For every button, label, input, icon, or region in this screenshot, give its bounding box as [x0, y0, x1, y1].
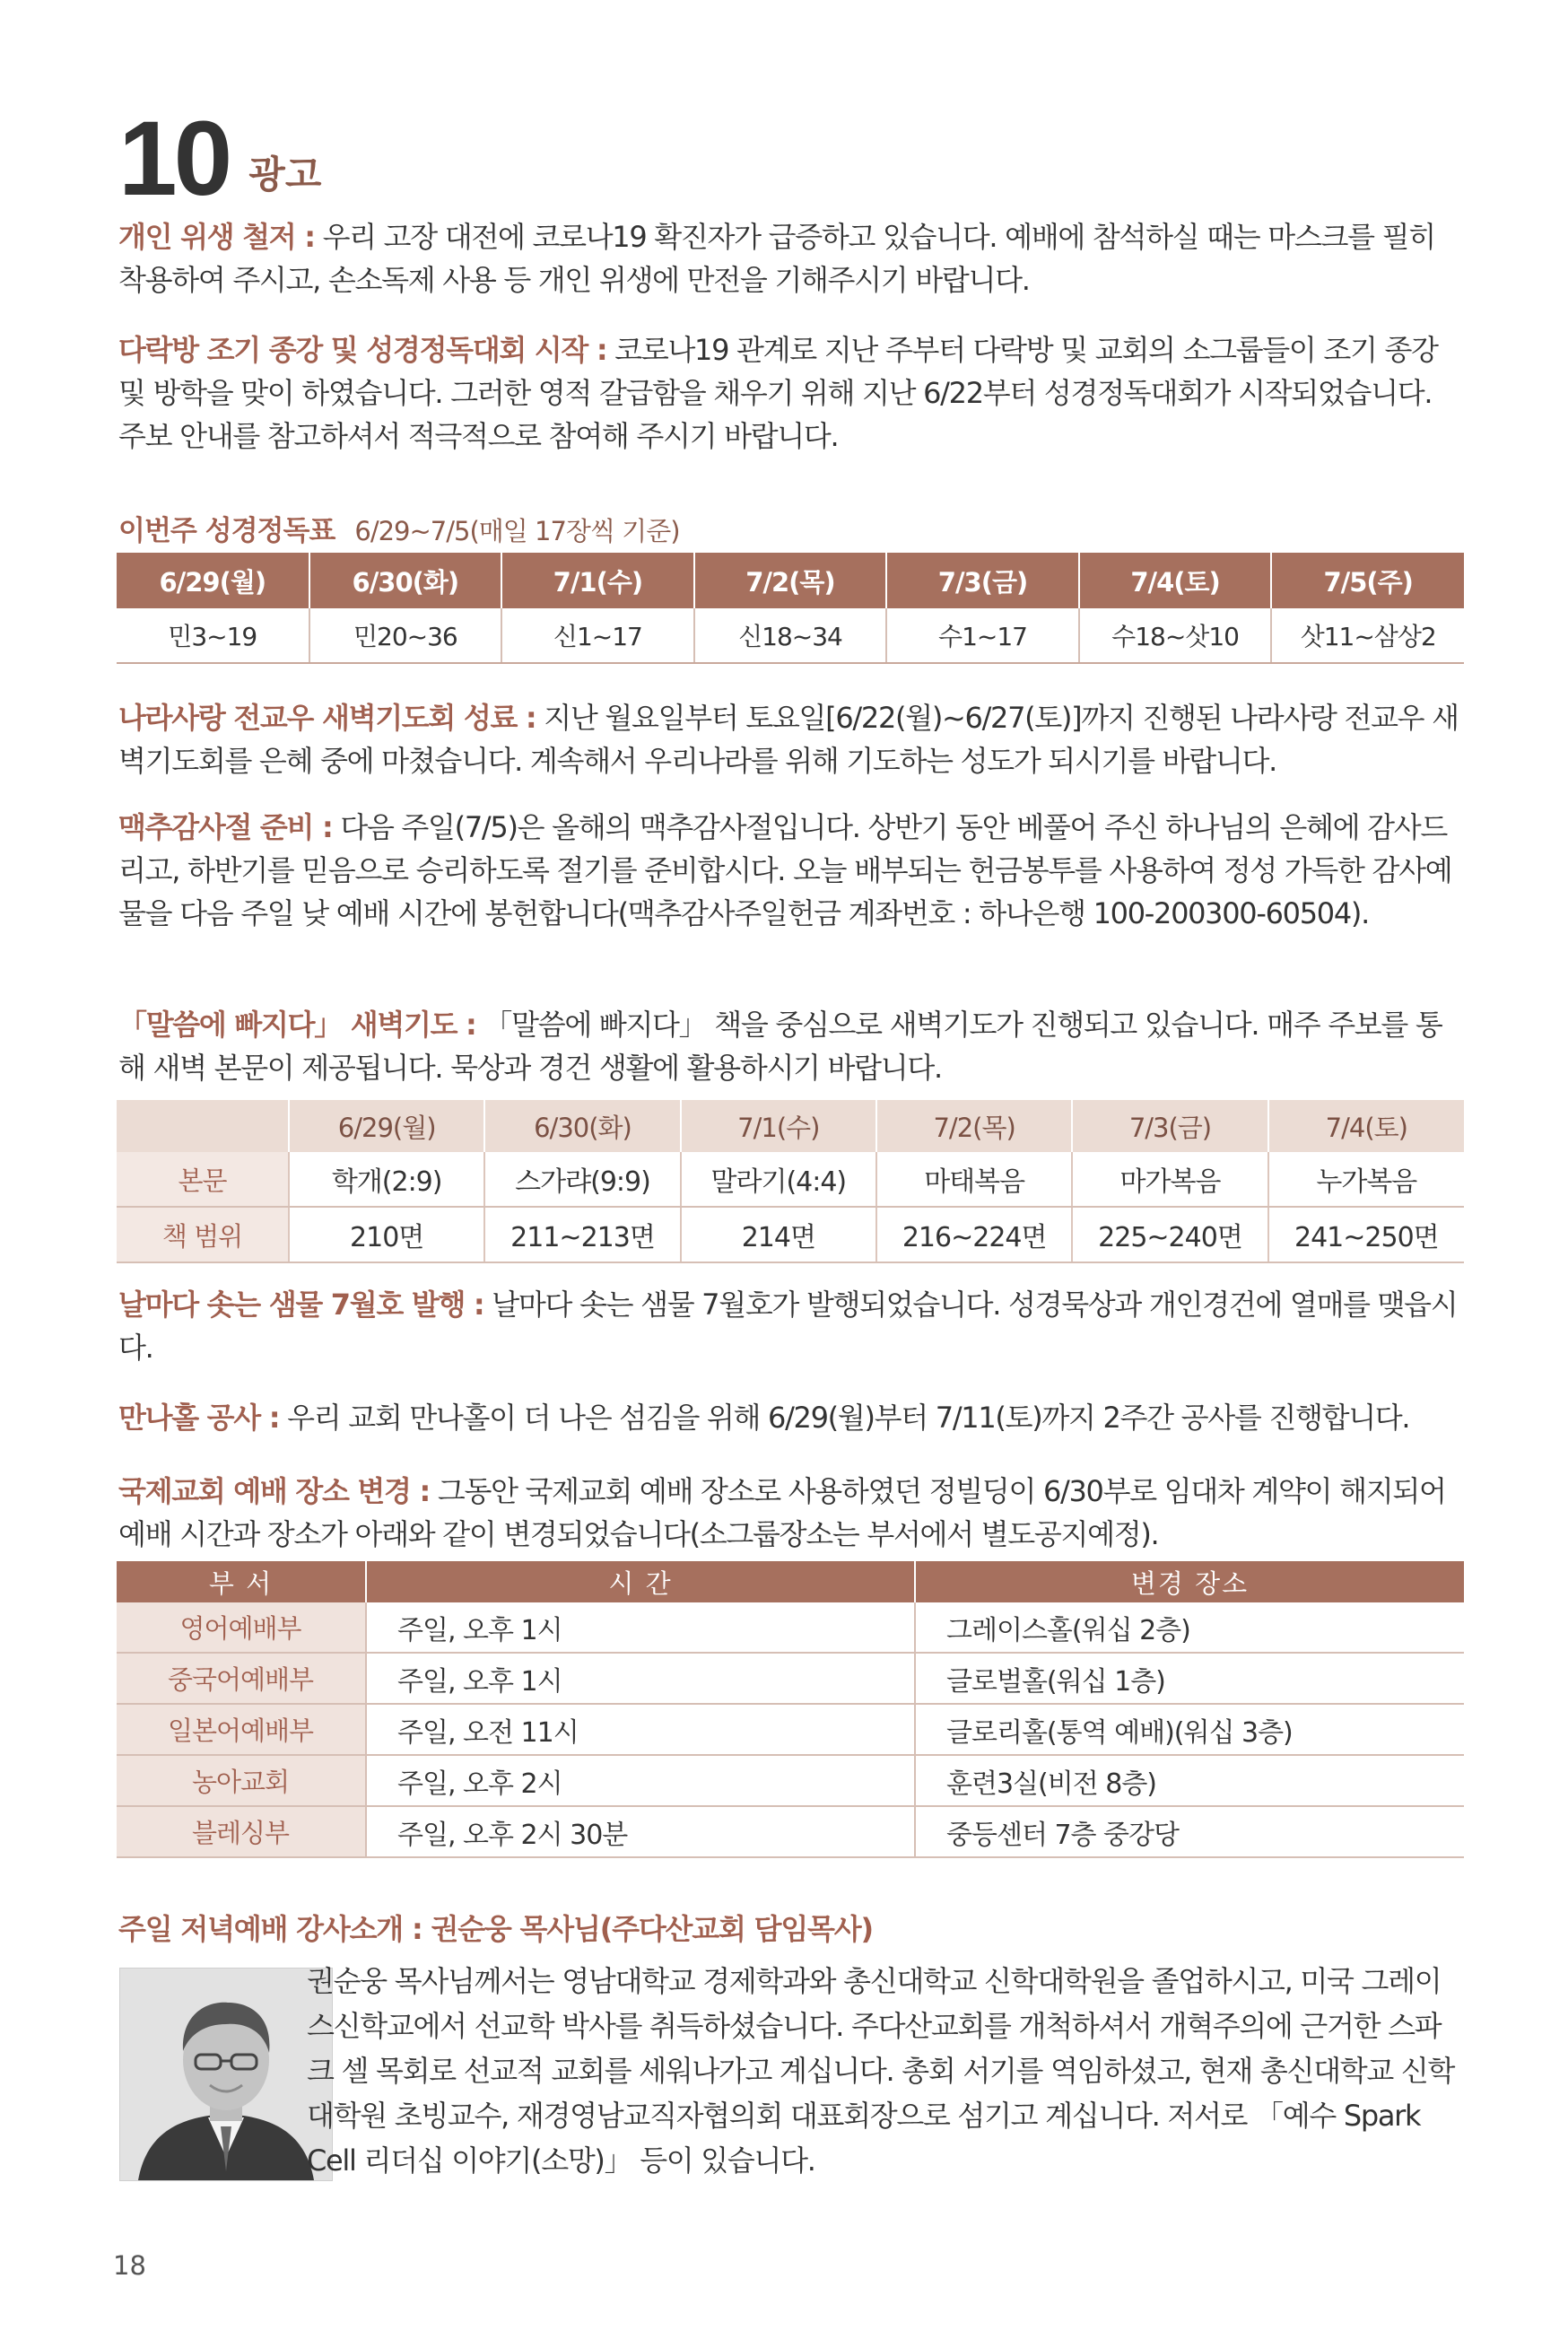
- header-department: 부 서: [117, 1561, 366, 1602]
- notice-body: 지난 월요일부터 토요일[6/22(월)~6/27(토)]까지 진행된 나라사랑 전교우 새벽기도회를 은혜 중에 마쳤습니다. 계속해서 우리나라를 위해 기도하는 성도가 되시기를 바랍니다.: [118, 701, 1459, 778]
- portrait-illustration: [120, 1969, 332, 2180]
- row-label: 책 범위: [117, 1207, 289, 1262]
- day-header: 6/30(화): [484, 1100, 680, 1152]
- speaker-heading: 주일 저녁예배 강사소개 : 권순웅 목사님(주다산교회 담임목사): [118, 1912, 873, 1946]
- page-range-cell: 214면: [681, 1207, 876, 1262]
- notice-lead: 만나홀 공사 :: [118, 1401, 280, 1435]
- table-header-row: [117, 1100, 1464, 1152]
- day-header: 7/5(주): [1271, 553, 1464, 608]
- reading-schedule-table: [117, 553, 1464, 664]
- speaker-photo: [119, 1968, 333, 2181]
- notice-thanksgiving: [118, 806, 1464, 935]
- notice-intl: [118, 1470, 1464, 1556]
- page-number: 18: [113, 2250, 146, 2281]
- notice-hygiene: [118, 215, 1464, 301]
- page-range-cell: 225~240면: [1072, 1207, 1267, 1262]
- place-cell: 그레이스홀(워십 2층): [915, 1602, 1464, 1653]
- department-cell: 일본어예배부: [117, 1704, 366, 1755]
- reading-cell: 삿11~삼상2: [1271, 608, 1464, 663]
- speaker-bio: 권순웅 목사님께서는 영남대학교 경제학과와 총신대학교 신학대학원을 졸업하시고, 미국 그레이스신학교에서 선교학 박사를 취득하셨습니다. 주다산교회를 개척하셔서 개혁주의에 근거한 스파크 셀 목회로 선교적 교회를 세워나가고 계십니다. 총회 서기를 역임하셨고, 현재 총신대학교 신학대학원 초빙교수, 재경영남교직자협의회 대표회장으로 섬기고 계십니다. 저서로 「예수 Spark Cell 리더십 이야기(소망)」 등이 있습니다.: [307, 1964, 1455, 2178]
- notice-prayer: [118, 696, 1464, 782]
- department-cell: 농아교회: [117, 1755, 366, 1806]
- notice-body: 「말씀에 빠지다」 책을 중심으로 새벽기도가 진행되고 있습니다. 매주 주보를 통해 새벽 본문이 제공됩니다. 묵상과 경건 생활에 활용하시기 바랍니다.: [118, 1008, 1442, 1085]
- reading-cell: 민20~36: [309, 608, 502, 663]
- row-label: 본문: [117, 1152, 289, 1207]
- page-range-cell: 211~213면: [484, 1207, 680, 1262]
- day-header: 6/30(화): [309, 553, 502, 608]
- table-row: [117, 1653, 1464, 1704]
- day-header: 7/1(수): [501, 553, 694, 608]
- day-header: 6/29(월): [289, 1100, 484, 1152]
- dawn-prayer-table: [117, 1100, 1464, 1263]
- place-cell: 글로리홀(통역 예배)(워십 3층): [915, 1704, 1464, 1755]
- day-header: 7/3(금): [886, 553, 1079, 608]
- section-title: 광고: [248, 153, 322, 196]
- day-header: 7/4(토): [1079, 553, 1272, 608]
- time-cell: 주일, 오전 11시: [366, 1704, 915, 1755]
- table-header-row: [117, 1561, 1464, 1602]
- notice-lead: 나라사랑 전교우 새벽기도회 성료 :: [118, 701, 536, 735]
- day-header: 7/2(목): [694, 553, 887, 608]
- header-time: 시 간: [366, 1561, 915, 1602]
- time-cell: 주일, 오후 1시: [366, 1602, 915, 1653]
- notice-body: 다음 주일(7/5)은 올해의 맥추감사절입니다. 상반기 동안 베풀어 주신 하나님의 은혜에 감사드리고, 하반기를 믿음으로 승리하도록 절기를 준비합시다. 오늘 배부되는 헌금봉투를 사용하여 정성 가득한 감사예물을 다음 주일 낮 예배 시간에 봉헌합니다(맥추감사주일헌금 계좌번호 : 하나은행 100-200300-60504).: [118, 810, 1452, 930]
- department-cell: 블레싱부: [117, 1806, 366, 1857]
- table-row: [117, 608, 1464, 663]
- time-cell: 주일, 오후 1시: [366, 1653, 915, 1704]
- page-range-cell: 210면: [289, 1207, 484, 1262]
- reading-table-heading: 이번주 성경정독표: [118, 515, 335, 547]
- text-cell: 마가복음: [1072, 1152, 1267, 1207]
- notice-body: 날마다 솟는 샘물 7월호가 발행되었습니다. 성경묵상과 개인경건에 열매를 맺읍시다.: [118, 1288, 1458, 1365]
- reading-cell: 신18~34: [694, 608, 887, 663]
- section-header: [118, 100, 322, 218]
- reading-cell: 민3~19: [117, 608, 309, 663]
- reading-table-title: [118, 508, 680, 548]
- table-row: [117, 1755, 1464, 1806]
- notice-dawn: [118, 1003, 1464, 1089]
- text-cell: 마태복음: [876, 1152, 1072, 1207]
- reading-cell: 수18~삿10: [1079, 608, 1272, 663]
- page-range-cell: 216~224면: [876, 1207, 1072, 1262]
- notice-spring: [118, 1283, 1464, 1369]
- table-row: [117, 1152, 1464, 1207]
- table-header-row: [117, 553, 1464, 608]
- day-header: 7/4(토): [1268, 1100, 1464, 1152]
- table-row: [117, 1806, 1464, 1857]
- notice-body: 코로나19 관계로 지난 주부터 다락방 및 교회의 소그룹들이 조기 종강 및 방학을 맞이 하였습니다. 그러한 영적 갈급함을 채우기 위해 지난 6/22부터 성경정독대회가 시작되었습니다. 주보 안내를 참고하셔서 적극적으로 참여해 주시기 바랍니다.: [118, 333, 1438, 453]
- notice-lead: 다락방 조기 종강 및 성경정독대회 시작 :: [118, 333, 607, 367]
- text-cell: 스가랴(9:9): [484, 1152, 680, 1207]
- place-cell: 중등센터 7층 중강당: [915, 1806, 1464, 1857]
- notice-body: 우리 고장 대전에 코로나19 확진자가 급증하고 있습니다. 예배에 참석하실 때는 마스크를 필히 착용하여 주시고, 손소독제 사용 등 개인 위생에 만전을 기해주시기 바랍니다.: [118, 220, 1435, 297]
- day-header: 6/29(월): [117, 553, 309, 608]
- place-cell: 훈련3실(비전 8층): [915, 1755, 1464, 1806]
- time-cell: 주일, 오후 2시: [366, 1755, 915, 1806]
- time-cell: 주일, 오후 2시 30분: [366, 1806, 915, 1857]
- day-header: 7/1(수): [681, 1100, 876, 1152]
- worship-place-table: [117, 1561, 1464, 1858]
- notice-lead: 개인 위생 철저 :: [118, 220, 315, 254]
- table-row: [117, 1602, 1464, 1653]
- place-cell: 글로벌홀(워십 1층): [915, 1653, 1464, 1704]
- table-row: [117, 1704, 1464, 1755]
- notice-body: 그동안 국제교회 예배 장소로 사용하였던 정빌딩이 6/30부로 임대차 계약이 해지되어 예배 시간과 장소가 아래와 같이 변경되었습니다(소그룹장소는 부서에서 별도공지예정).: [118, 1474, 1446, 1551]
- notice-body: 우리 교회 만나홀이 더 나은 섬김을 위해 6/29(월)부터 7/11(토)까지 2주간 공사를 진행합니다.: [279, 1401, 1410, 1435]
- reading-cell: 신1~17: [501, 608, 694, 663]
- text-cell: 학개(2:9): [289, 1152, 484, 1207]
- department-cell: 영어예배부: [117, 1602, 366, 1653]
- text-cell: 누가복음: [1268, 1152, 1464, 1207]
- table-row: [117, 1207, 1464, 1262]
- notice-darakbang: [118, 328, 1464, 458]
- header-place: 변경 장소: [915, 1561, 1464, 1602]
- notice-lead: 국제교회 예배 장소 변경 :: [118, 1474, 430, 1508]
- department-cell: 중국어예배부: [117, 1653, 366, 1704]
- text-cell: 말라기(4:4): [681, 1152, 876, 1207]
- page-range-cell: 241~250면: [1268, 1207, 1464, 1262]
- day-header: 7/2(목): [876, 1100, 1072, 1152]
- corner-cell: [117, 1100, 289, 1152]
- day-header: 7/3(금): [1072, 1100, 1267, 1152]
- reading-table-range: 6/29~7/5(매일 17장씩 기준): [354, 516, 680, 546]
- section-number: 10: [118, 100, 230, 218]
- notice-lead: 「말씀에 빠지다」 새벽기도 :: [118, 1008, 476, 1042]
- notice-lead: 맥추감사절 준비 :: [118, 810, 333, 844]
- reading-cell: 수1~17: [886, 608, 1079, 663]
- notice-lead: 날마다 솟는 샘물 7월호 발행 :: [118, 1288, 484, 1322]
- notice-mannahall: [118, 1396, 1464, 1439]
